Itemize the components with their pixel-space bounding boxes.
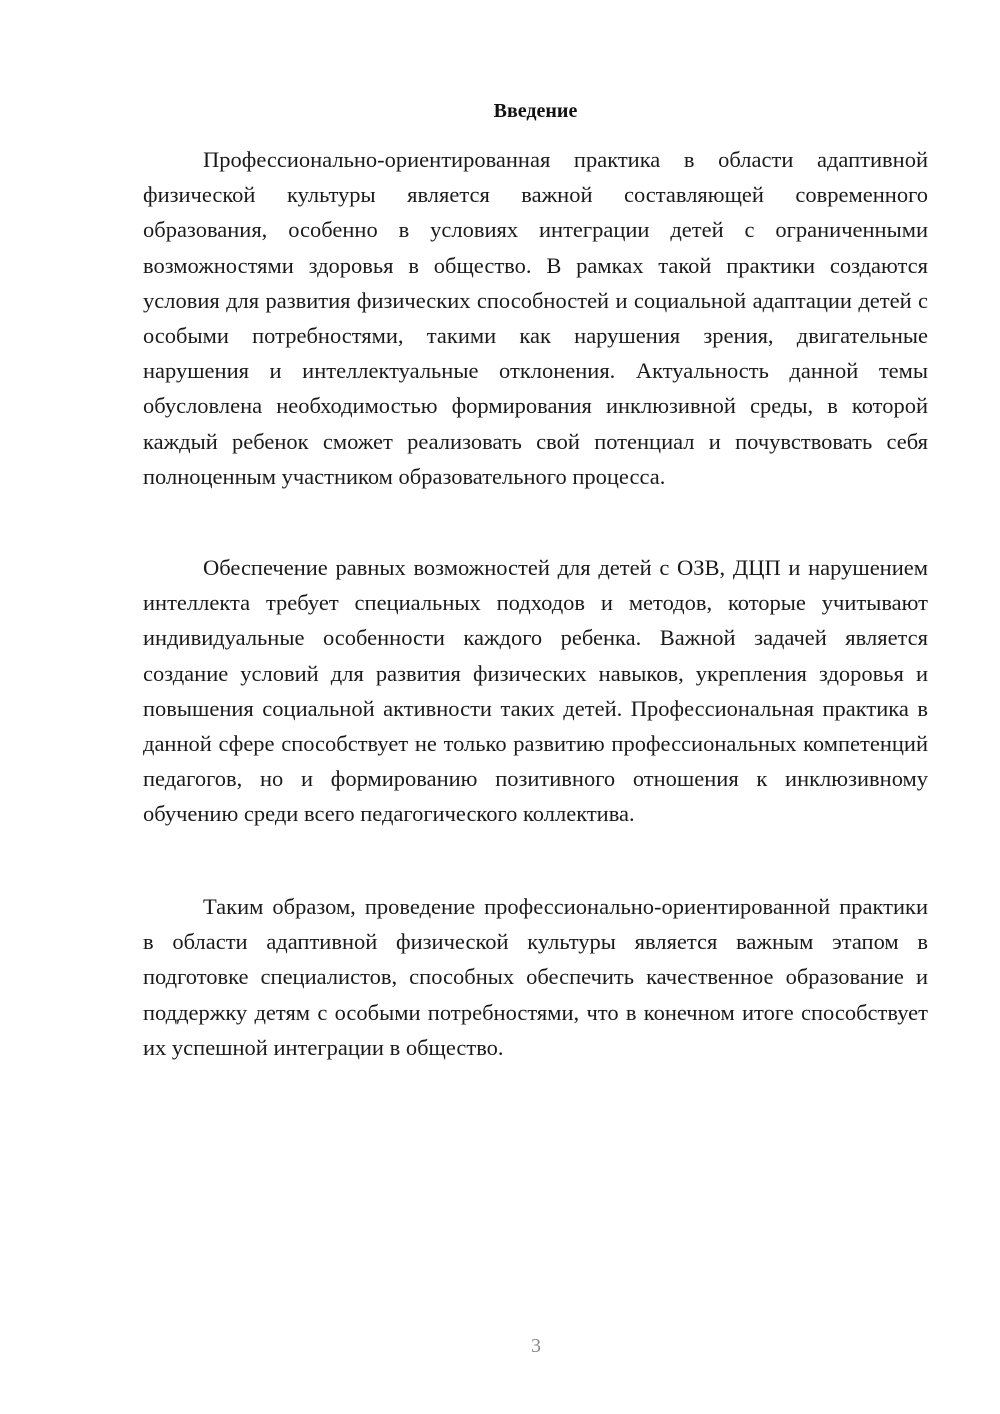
section-heading: Введение [493, 100, 578, 122]
page-number: 3 [531, 1335, 541, 1357]
paragraph-2: Обеспечение равных возможностей для детей с ОЗВ, ДЦП и нарушением интеллекта требует специальных подходов и методов, которые учитывают индивидуальные особенности каждого ребенка. Важной задачей является создание условий для развития физических навыков, укрепления здоровья и повышения социальной активности таких детей. Профессиональная практика в данной сфере способствует не только развитию профессиональных компетенций педагогов, но и формированию позитивного отношения к инклюзивному обучению среди всего педагогического коллектива. [143, 555, 928, 827]
paragraph-1: Профессионально-ориентированная практика в области адаптивной физической культуры является важной составляющей современного образования, особенно в условиях интеграции детей с ограниченными возможностями здоровья в общество. В рамках такой практики создаются условия для развития физических способностей и социальной адаптации детей с особыми потребностями, такими как нарушения зрения, двигательные нарушения и интеллектуальные отклонения. Актуальность данной темы обусловлена необходимостью формирования инклюзивной среды, в которой каждый ребенок сможет реализовать свой потенциал и почувствовать себя полноценным участником образовательного процесса. [143, 147, 928, 489]
paragraph-3: Таким образом, проведение профессионально-ориентированной практики в области адаптивной физической культуры является важным этапом в подготовке специалистов, способных обеспечить качественное образование и поддержку детям с особыми потребностями, что в конечном итоге способствует их успешной интеграции в общество. [143, 894, 928, 1060]
